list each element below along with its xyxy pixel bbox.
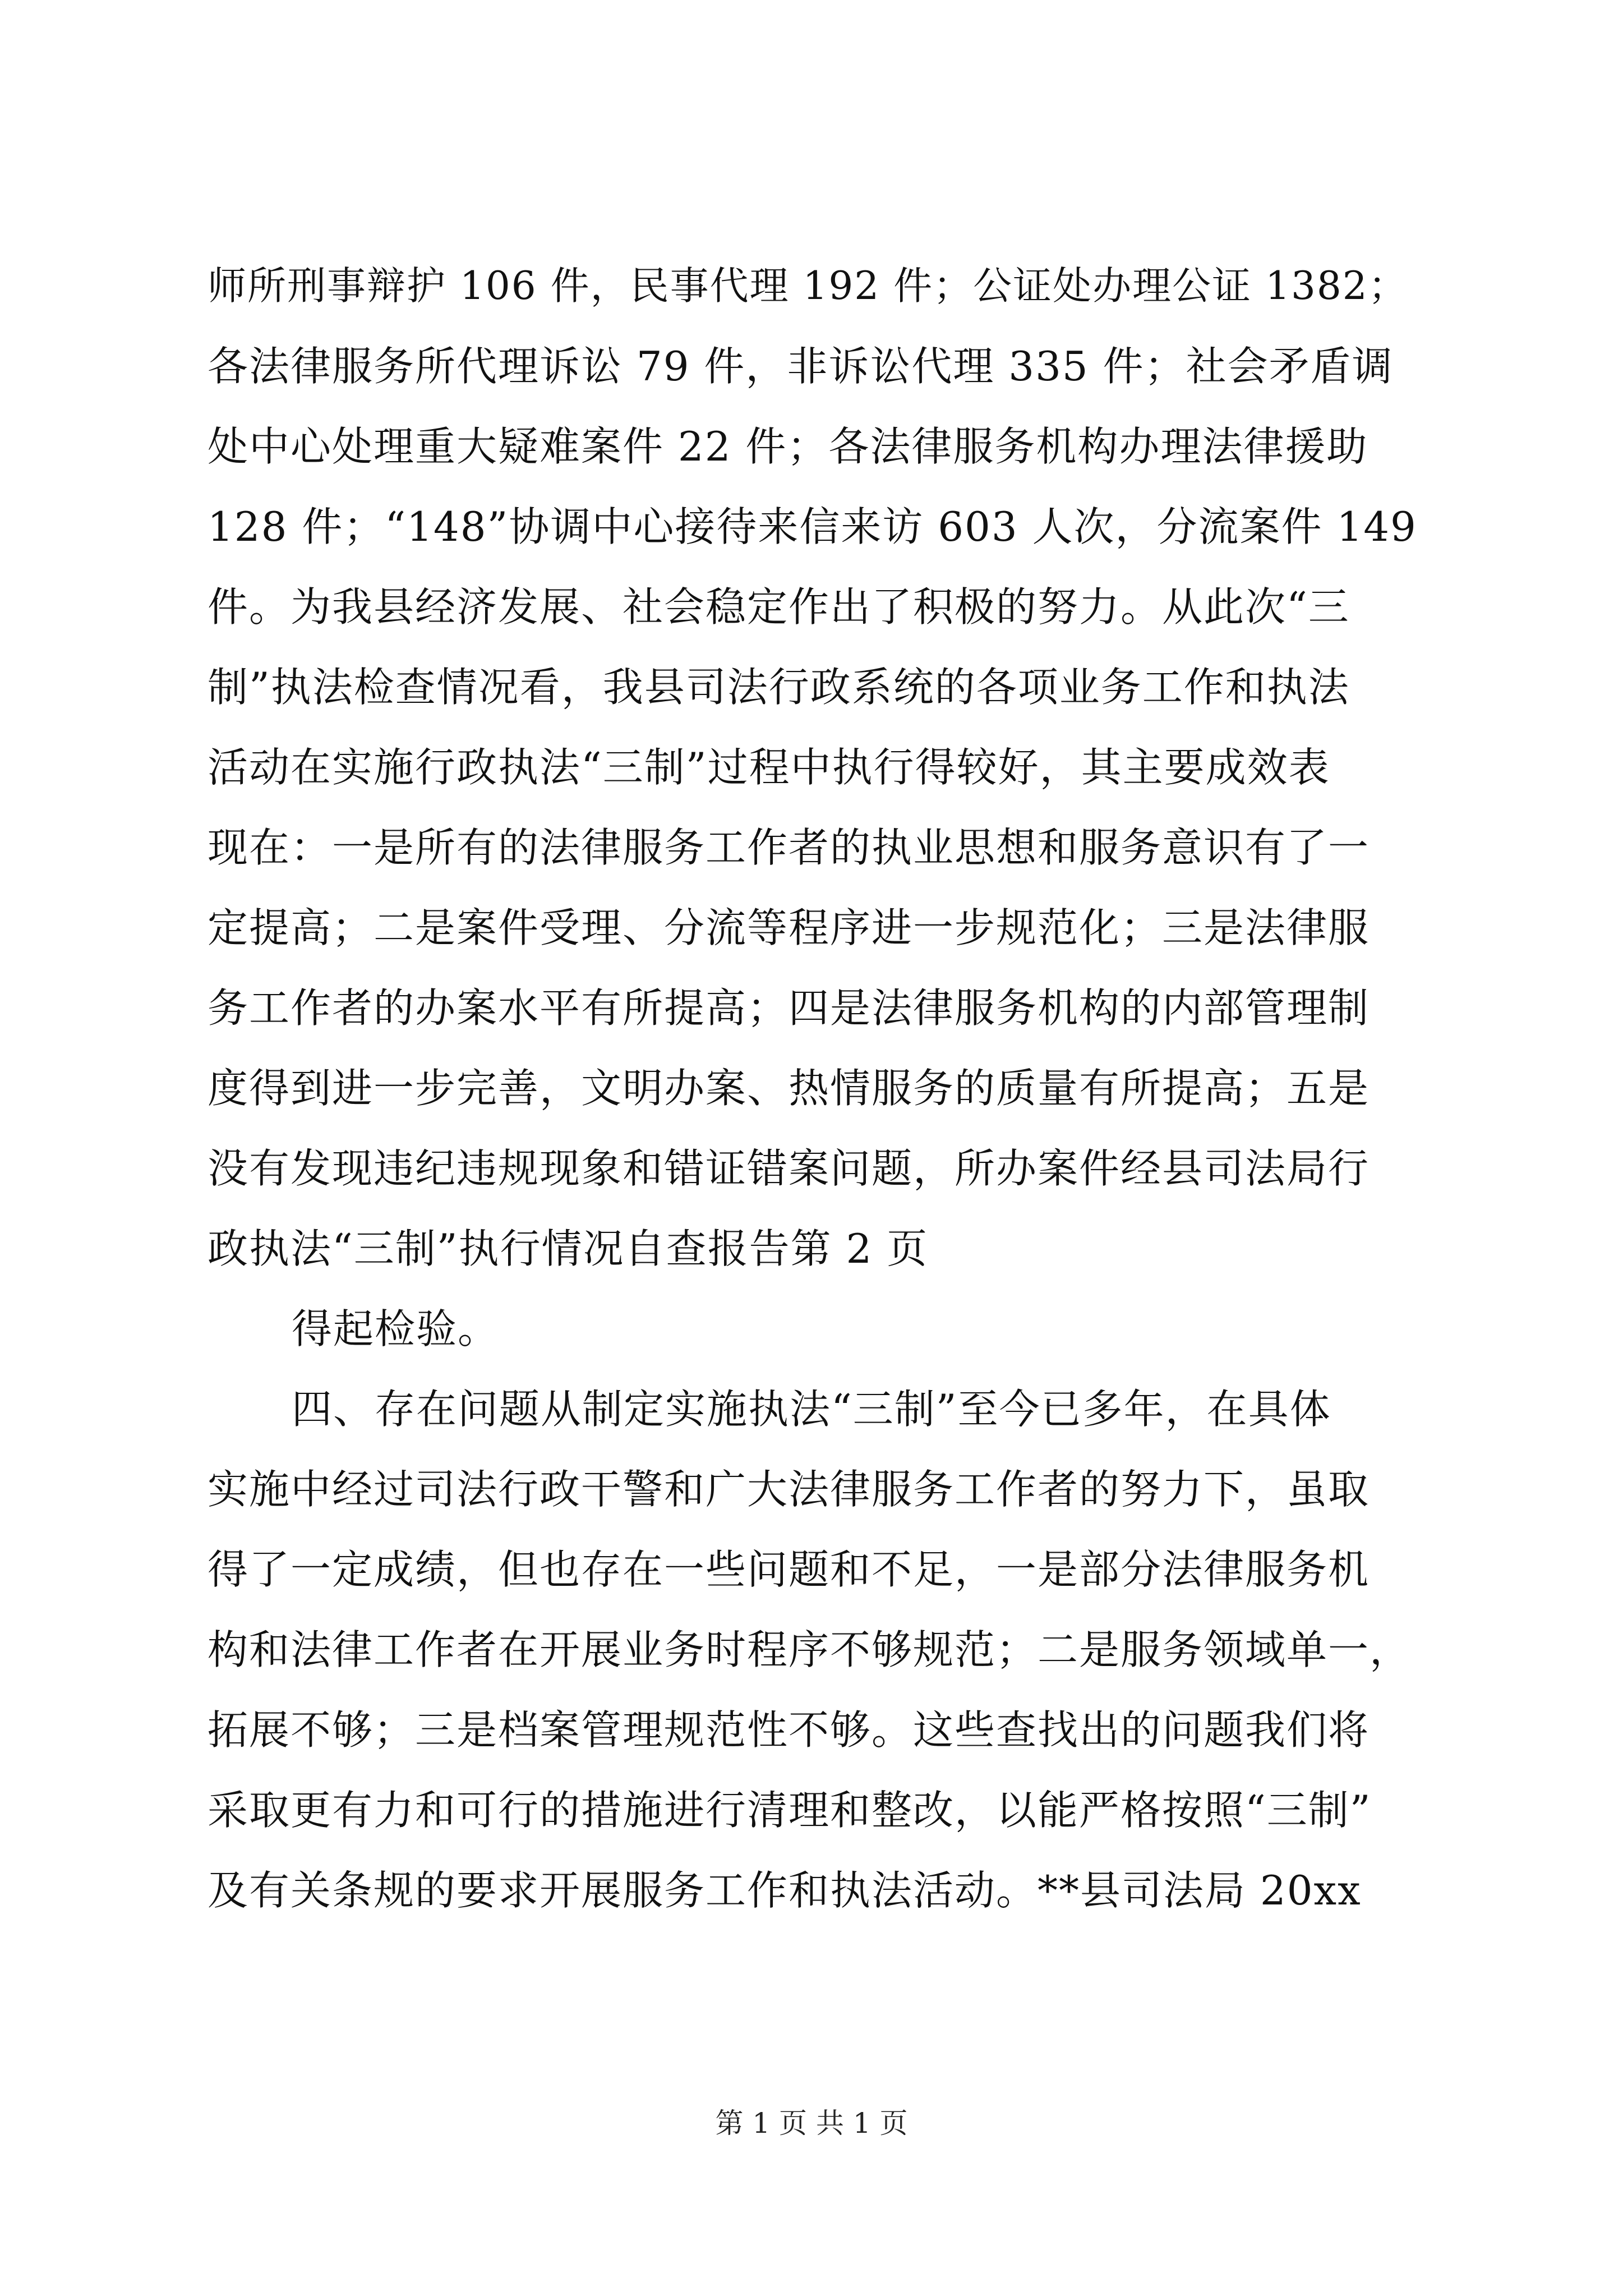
page-footer: 第 1 页 共 1 页 xyxy=(715,2107,908,2139)
text-line: 采取更有力和可行的措施进行清理和整改，以能严格按照“三制” xyxy=(208,1787,1372,1834)
text-line: 构和法律工作者在开展业务时程序不够规范；二是服务领域单一， xyxy=(208,1626,1412,1673)
text-line: 定提高；二是案件受理、分流等程序进一步规范化；三是法律服 xyxy=(208,904,1370,951)
text-line: 及有关条规的要求开展服务工作和执法活动。**县司法局 20xx xyxy=(208,1867,1362,1914)
text-line: 没有发现违纪违规现象和错证错案问题，所办案件经县司法局行 xyxy=(208,1145,1370,1192)
text-line: 四、存在问题从制定实施执法“三制”至今已多年，在具体 xyxy=(292,1386,1331,1433)
text-line: 拓展不够；三是档案管理规范性不够。这些查找出的问题我们将 xyxy=(208,1706,1370,1754)
text-line: 128 件；“148”协调中心接待来信来访 603 人次，分流案件 149 xyxy=(208,503,1417,550)
text-line: 现在：一是所有的法律服务工作者的执业思想和服务意识有了一 xyxy=(208,824,1370,871)
text-line: 件。为我县经济发展、社会稳定作出了积极的努力。从此次“三 xyxy=(208,583,1350,631)
text-line: 度得到进一步完善，文明办案、热情服务的质量有所提高；五是 xyxy=(208,1065,1370,1112)
text-line: 实施中经过司法行政干警和广大法律服务工作者的努力下，虽取 xyxy=(208,1466,1370,1513)
text-line: 得起检验。 xyxy=(292,1305,500,1352)
text-line: 得了一定成绩，但也存在一些问题和不足，一是部分法律服务机 xyxy=(208,1546,1370,1593)
text-line: 政执法“三制”执行情况自查报告第 2 页 xyxy=(208,1225,929,1272)
text-line: 处中心处理重大疑难案件 22 件；各法律服务机构办理法律援助 xyxy=(208,423,1368,470)
text-line: 各法律服务所代理诉讼 79 件，非诉讼代理 335 件；社会矛盾调 xyxy=(208,343,1394,390)
text-line: 活动在实施行政执法“三制”过程中执行得较好，其主要成效表 xyxy=(208,744,1330,791)
text-line: 务工作者的办案水平有所提高；四是法律服务机构的内部管理制 xyxy=(208,984,1370,1032)
text-line: 师所刑事辩护 106 件，民事代理 192 件；公证处办理公证 1382； xyxy=(208,264,1408,309)
text-line: 制”执法检查情况看，我县司法行政系统的各项业务工作和执法 xyxy=(208,664,1350,711)
